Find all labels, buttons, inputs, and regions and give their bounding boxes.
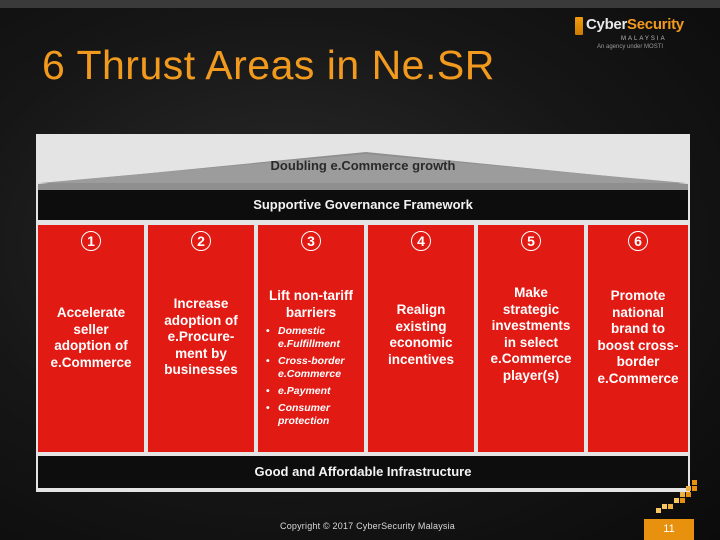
bullet-item: • Cross-border e.Commerce <box>264 355 362 381</box>
pillar-text: Accelerate seller adoption of e.Commerce <box>50 305 132 370</box>
pillar-2 <box>148 225 254 452</box>
logo-name-part1: Cyber <box>586 16 628 33</box>
logo-subtitle: MALAYSIA <box>621 36 667 42</box>
top-bar <box>0 0 720 8</box>
pillar-number: 6 <box>628 231 648 251</box>
thrust-areas-figure <box>36 134 690 492</box>
pillar-text: Lift non-tariff barriers <box>269 288 353 320</box>
pillar-6 <box>588 225 688 452</box>
pillar-number: 2 <box>191 231 211 251</box>
logo-name <box>586 16 684 33</box>
pillar-5 <box>478 225 584 452</box>
copyright-text: Copyright © 2017 CyberSecurity Malaysia <box>280 521 456 531</box>
logo-name-part2: Security <box>627 16 684 33</box>
bullet-item: • e.Payment <box>264 385 362 398</box>
pillar-4 <box>368 225 474 452</box>
bullet-item: • Domestic e.Fulfillment <box>264 325 362 351</box>
governance-band: Supportive Governance Framework <box>38 190 688 220</box>
pillar-number: 5 <box>521 231 541 251</box>
logo-mark-icon <box>575 17 583 35</box>
page-number-badge: 11 <box>644 519 694 540</box>
decorative-dots <box>640 478 710 514</box>
logo-tagline: An agency under MOSTI <box>597 44 664 50</box>
pillar-1 <box>38 225 144 452</box>
pillar-text: Realign existing economic incentives <box>387 302 455 367</box>
pillar-text: Increase adoption of e.Procure- ment by businesses <box>164 296 238 377</box>
pillar-3 <box>258 225 364 452</box>
roof-label: Doubling e.Commerce growth <box>270 158 456 173</box>
pillar-text: Promote national brand to boost cross- border e.Commerce <box>597 288 679 386</box>
bullet-item: • Consumer protection <box>264 402 362 428</box>
pillar-number: 3 <box>301 231 321 251</box>
pillar-number: 1 <box>81 231 101 251</box>
slide-title: 6 Thrust Areas in Ne.SR <box>42 42 495 88</box>
cybersecurity-logo <box>575 14 700 50</box>
pillar-3-bullets <box>264 325 362 432</box>
infrastructure-band: Good and Affordable Infrastructure <box>38 456 688 488</box>
pillar-text: Make strategic investments in select e.Commerce player(s) <box>490 285 572 383</box>
pillar-number: 4 <box>411 231 431 251</box>
